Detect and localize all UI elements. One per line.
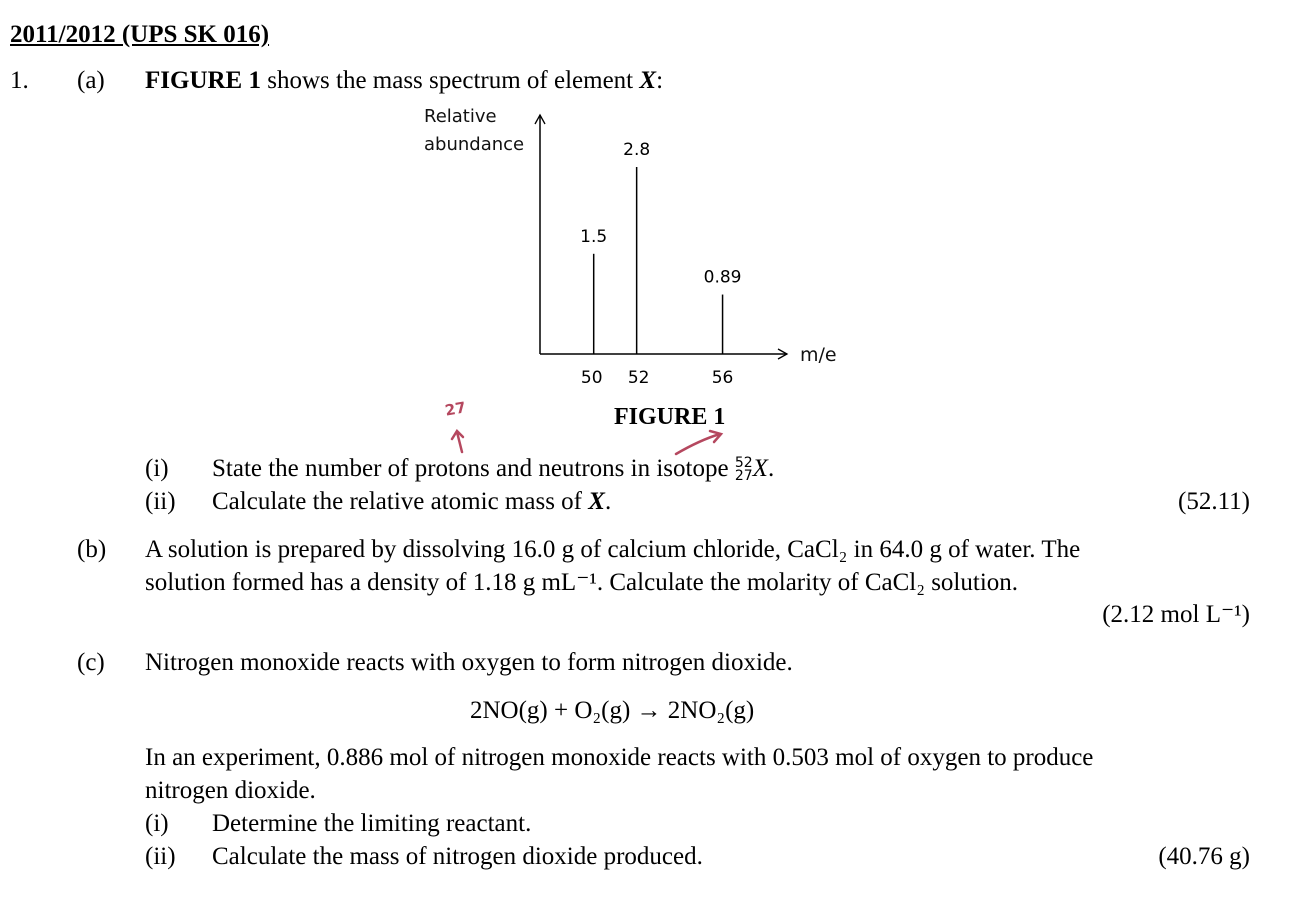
b-line-1: A solution is prepared by dissolving 16.0 g of calcium chloride, CaCl₂ in 64.0 g of water. The — [145, 536, 1081, 563]
part-c-label: (c) — [77, 649, 105, 676]
peak-value-label: 1.5 — [580, 226, 608, 247]
period: . — [604, 488, 612, 515]
c-i-label: (i) — [145, 810, 169, 837]
a-i-label: (i) — [145, 455, 169, 482]
text: State the number of protons and neutrons in isotope — [212, 455, 735, 482]
c-ii-label: (ii) — [145, 843, 176, 870]
x-tick-label: 50 — [580, 368, 603, 388]
c-i-text: Determine the limiting reactant. — [212, 810, 532, 837]
a-ii-label: (ii) — [145, 488, 176, 515]
c-intro: Nitrogen monoxide reacts with oxygen to form nitrogen dioxide. — [145, 649, 793, 676]
b-answer: (2.12 mol L⁻¹) — [1102, 601, 1250, 628]
y-axis-label-line: abundance — [424, 134, 525, 155]
a-i-text — [212, 456, 774, 483]
part-b-label: (b) — [77, 536, 107, 563]
peak-value-label: 2.8 — [623, 139, 651, 160]
mass-number: 52 — [734, 455, 753, 471]
c-ii-answer: (40.76 g) — [1158, 843, 1250, 870]
colon: : — [656, 67, 664, 94]
isotope-symbol: X — [752, 455, 768, 482]
element-symbol: X — [639, 67, 657, 94]
annotation-arrow-icon — [452, 431, 463, 452]
c-ii-text: Calculate the mass of nitrogen dioxide produced. — [212, 843, 703, 870]
figure-ref: FIGURE 1 — [145, 67, 261, 94]
peak-value-label: 0.89 — [703, 267, 742, 288]
period: . — [767, 455, 775, 482]
b-line-2: solution formed has a density of 1.18 g mL⁻¹. Calculate the molarity of CaCl₂ solution. — [145, 569, 1019, 596]
text: Calculate the relative atomic mass of — [212, 488, 589, 515]
part-a-label: (a) — [77, 67, 105, 94]
header: 2011/2012 (UPS SK 016) — [10, 21, 270, 48]
x-axis-label: m/e — [800, 344, 837, 366]
question-number: 1. — [10, 67, 29, 94]
c-line-1: In an experiment, 0.886 mol of nitrogen monoxide reacts with 0.503 mol of oxygen to produce — [145, 744, 1094, 771]
a-ii-text — [212, 489, 611, 514]
atomic-number: 27 — [734, 468, 753, 484]
a-ii-answer: (52.11) — [1178, 488, 1250, 515]
y-axis-label-line: Relative — [424, 106, 497, 127]
x-tick-label: 52 — [627, 368, 650, 388]
chemical-equation: 2NO(g) + O₂(g) → 2NO₂(g) — [470, 697, 755, 724]
element-symbol: X — [588, 488, 605, 515]
figure-caption: FIGURE 1 — [614, 404, 726, 430]
handwritten-annotation: 27 — [443, 398, 468, 420]
intro-text: shows the mass spectrum of element — [260, 67, 640, 94]
y-axis-label — [424, 108, 524, 164]
x-tick-label: 56 — [711, 368, 734, 388]
annotation-arrow-icon — [676, 431, 721, 454]
c-line-2: nitrogen dioxide. — [145, 777, 316, 804]
